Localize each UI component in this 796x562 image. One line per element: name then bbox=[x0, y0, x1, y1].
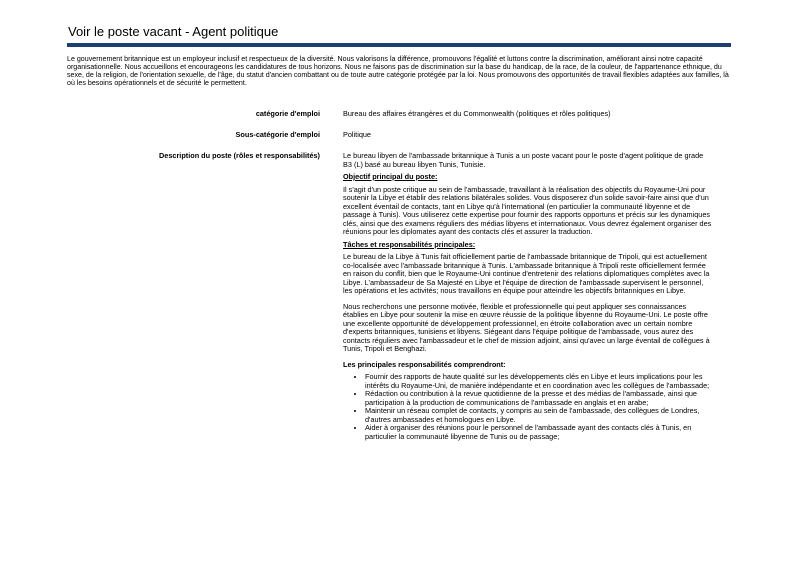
list-item: • Fournir des rapports de haute qualité sur les développements clés en Libye et leurs implications pour les intérêts du Royaume-Uni, de manière indépendante et en coordination avec les collègues de l'ambassade; bbox=[365, 373, 713, 390]
category-label: catégorie d'emploi bbox=[255, 109, 320, 118]
intro-paragraph: Le gouvernement britannique est un employeur inclusif et respectueux de la diversité. Nous valorisons la différence, promouvons l'égalité et luttons contre la discrimination, améliorant ainsi notre capacité organisationnelle. Nous accueillons et encourageons les candidatures de tous horizons. Nous ne faisons pas de discrimination sur la base du handicap, de la race, de la couleur, de l'appartenance ethnique, du sexe, de la religion, de l'orientation sexuelle, de l'âge, du statut d'ancien combattant ou de toute autre catégorie protégée par la loi. Nous promouvons des opportunités de travail flexibles adaptées aux familles, là où les besoins opérationnels et de sécurité le permettent. bbox=[67, 55, 729, 87]
category-value: Bureau des affaires étrangères et du Commonwealth (politiques et rôles politiques) bbox=[343, 109, 611, 118]
tasks-text: Le bureau de la Libye à Tunis fait officiellement partie de l'ambassade britannique de Tripoli, qui est actuellement co-localisée avec l'ambassade britannique à Tunis. L'ambassade britannique à Tripoli reste officiellement fermée en raison du conflit, bien que le Royaume-Uni continue d'entretenir des relations diplomatiques complètes avec la Libye. L'ambassadeur de Sa Majesté en Libye et l'équipe de direction de l'ambassade supervisent le personnel, les opérations et les activités; nous travaillons en équipe pour atteindre les objectifs britanniques en Libye. bbox=[343, 252, 710, 295]
responsibilities-heading: Les principales responsabilités comprendront: bbox=[343, 359, 506, 369]
description-label: Description du poste (rôles et responsabilités) bbox=[159, 151, 320, 160]
title-divider bbox=[67, 43, 731, 47]
candidate-profile-text: Nous recherchons une personne motivée, flexible et professionnelle qui peut appliquer ses connaissances établies en Libye pour soutenir la mise en œuvre réussie de la politique libyenne du Royaume-Uni. Le poste offre une excellente opportunité de développement professionnel, en étroite collaboration avec un certain nombre d'experts britanniques, tunisiens et libyens. Siégeant dans l'équipe politique de l'ambassade, vous aurez des contacts réguliers avec l'ambassadeur et le chef de mission adjoint, ainsi qu'avec un large éventail de collègues à Tunis, Tripoli et Benghazi. bbox=[343, 301, 710, 353]
main-objective-heading: Objectif principal du poste: bbox=[343, 172, 438, 181]
page-title: Voir le poste vacant - Agent politique bbox=[68, 24, 279, 39]
responsibilities-list bbox=[343, 373, 713, 441]
tasks-heading: Tâches et responsabilités principales: bbox=[343, 239, 476, 249]
subcategory-label: Sous-catégorie d'emploi bbox=[235, 130, 320, 139]
list-item: • Maintenir un réseau complet de contacts, y compris au sein de l'ambassade, des collègues de Londres, d'autres ambassades et homologues en Libye. bbox=[365, 407, 713, 424]
list-item: • Rédaction ou contribution à la revue quotidienne de la presse et des médias de l'ambassade, ainsi que participation à la production de communications de l'ambassade en anglais et en arabe; bbox=[365, 390, 713, 407]
subcategory-value: Politique bbox=[343, 130, 371, 139]
main-objective-text: Il s'agit d'un poste critique au sein de l'ambassade, travaillant à la réalisation des objectifs du Royaume-Uni pour soutenir la Libye et établir des relations bilatérales solides. Vous disposerez d'un solide savoir-faire ainsi que d'un excellent éventail de contacts, tant en Libye qu'à l'international (en particulier la communauté libyenne et de passage à Tunis). Vous utiliserez cette expertise pour fournir des rapports opportuns et précis sur les dynamiques clés, ainsi que des examens réguliers des médias libyens et internationaux. Vous devrez également organiser des réunions pour les diplomates ayant des contacts clés et assurer la traduction. bbox=[343, 184, 712, 236]
job-description bbox=[343, 152, 713, 441]
description-intro: Le bureau libyen de l'ambassade britannique à Tunis a un poste vacant pour le poste d'agent politique de grade B3 (L) basé au bureau libyen Tunis, Tunisie. bbox=[343, 151, 704, 169]
list-item: • Aider à organiser des réunions pour le personnel de l'ambassade ayant des contacts clés à Tunis, en particulier la communauté libyenne de Tunis ou de passage; bbox=[365, 424, 713, 441]
